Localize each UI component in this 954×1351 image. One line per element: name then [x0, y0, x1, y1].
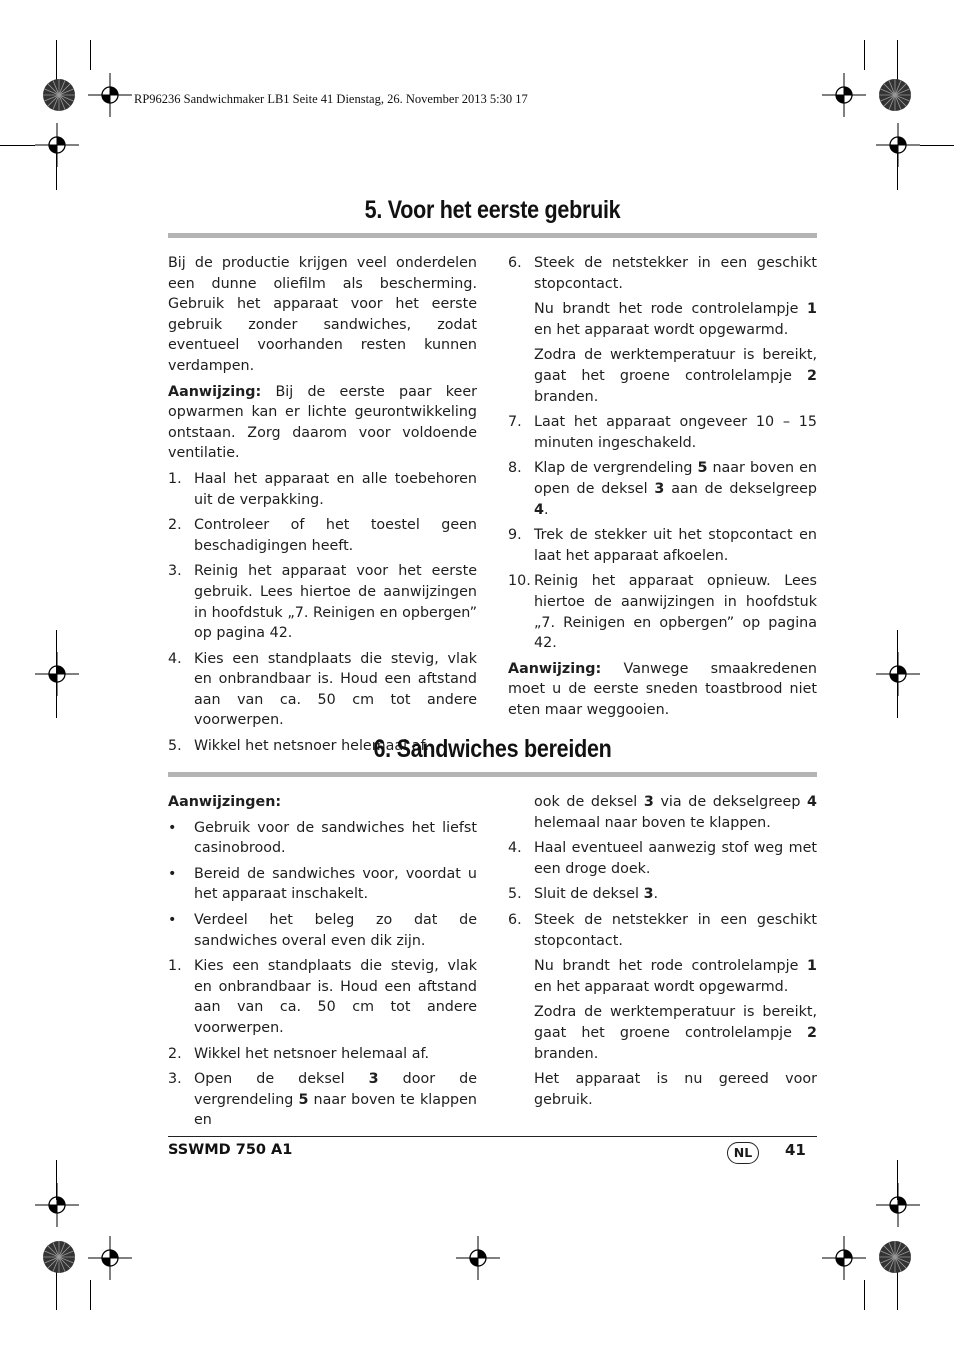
step-text: Steek de netstekker in een geschikt stopcontact. [534, 255, 817, 292]
step-detail: Nu brandt het rode controlelampje 1 en het apparaat wordt opgewarmd. [534, 958, 817, 995]
step-number: 1. [168, 470, 182, 487]
step-text: Reinig het apparaat opnieuw. Lees hiertoe de aanwijzingen in hoofdstuk „7. Reinigen en opbergen” op pagina 42. [534, 573, 817, 652]
registration-crosshair-icon [876, 1183, 920, 1227]
color-calibration-dial-icon [42, 1240, 76, 1274]
section-5-left-column [168, 253, 477, 762]
crop-mark [897, 1160, 898, 1200]
step-number: 2. [168, 1045, 182, 1062]
step-number: 9. [508, 527, 522, 544]
step-text: Sluit de deksel 3. [534, 886, 659, 903]
crop-mark [897, 40, 898, 80]
list-item [168, 649, 477, 731]
step-number: 2. [168, 517, 182, 534]
section-6-left-column [168, 792, 477, 1136]
crop-mark [897, 1270, 898, 1310]
step-number: 5. [508, 886, 522, 903]
crop-mark [56, 150, 57, 190]
registration-crosshair-icon [822, 73, 866, 117]
crop-mark [0, 145, 35, 146]
step-number: 5. [168, 738, 182, 755]
step-detail: Zodra de werktemperatuur is bereikt, gaat het groene controlelampje 2 branden. [534, 347, 817, 405]
registration-crosshair-icon [35, 652, 79, 696]
step-number: 4. [168, 650, 182, 667]
registration-crosshair-icon [876, 123, 920, 167]
list-item [508, 838, 817, 879]
bullet-item [168, 864, 477, 905]
step-detail: Het apparaat is nu gereed voor gebruik. [534, 1071, 817, 1108]
notes-heading: Aanwijzingen: [168, 794, 282, 810]
note-label: Aanwijzing: [168, 383, 262, 400]
crop-mark [897, 630, 898, 718]
step-text: Laat het apparaat ongeveer 10 – 15 minuten ingeschakeld. [534, 414, 817, 451]
step-detail: Zodra de werktemperatuur is bereikt, gaat het groene controlelampje 2 branden. [534, 1004, 817, 1062]
step-number: 3. [168, 1071, 182, 1088]
list-item [168, 1069, 477, 1131]
list-item [508, 910, 817, 951]
crop-mark [56, 1270, 57, 1310]
bullet-item [168, 910, 477, 951]
color-calibration-dial-icon [42, 78, 76, 112]
crop-mark [864, 40, 865, 70]
note-text: Bij de eerste paar keer opwarmen kan er lichte geurontwikkeling ontstaan. Zorg daarom voor voldoende ventilatie. [168, 383, 477, 462]
crop-mark [90, 1280, 91, 1310]
note-text: Vanwege smaakredenen moet u de eerste sneden toastbrood niet eten maar weggooien. [508, 660, 817, 718]
list-item [508, 525, 817, 566]
list-item [168, 515, 477, 556]
step-number: 6. [508, 911, 522, 928]
bullet-item [168, 818, 477, 859]
bullet-icon: • [168, 865, 177, 882]
heading-rule [168, 233, 817, 238]
bullet-text: Gebruik voor de sandwiches het liefst casinobrood. [194, 819, 477, 857]
language-badge: NL [727, 1142, 759, 1164]
bullet-icon: • [168, 819, 177, 836]
list-item [508, 412, 817, 453]
section-6-right-column [508, 792, 817, 1115]
crop-mark [56, 40, 57, 80]
step-text: Haal het apparaat en alle toebehoren uit de verpakking. [194, 470, 477, 508]
crop-mark [56, 630, 57, 718]
step-number: 10. [508, 573, 531, 590]
registration-crosshair-icon [35, 1183, 79, 1227]
bullet-icon: • [168, 911, 177, 928]
registration-crosshair-icon [35, 123, 79, 167]
print-production-info: RP96236 Sandwichmaker LB1 Seite 41 Dienstag, 26. November 2013 5:30 17 [134, 92, 528, 106]
list-item [508, 571, 817, 653]
footer-rule [168, 1136, 817, 1137]
step-text: Kies een standplaats die stevig, vlak en onbrandbaar is. Houd een aftstand aan van ca. 50 cm tot andere voorwerpen. [194, 650, 477, 729]
step-detail: Nu brandt het rode controlelampje 1 en het apparaat wordt opgewarmd. [534, 301, 817, 338]
step-number: 8. [508, 460, 522, 477]
step-text: Steek de netstekker in een geschikt stopcontact. [534, 911, 817, 949]
registration-crosshair-icon [456, 1236, 500, 1280]
list-item [508, 458, 817, 520]
step-text: Open de deksel 3 door de vergrendeling 5 naar boven te klappen en [194, 1071, 477, 1129]
step-number: 1. [168, 958, 182, 975]
step-text: Klap de vergrendeling 5 naar boven en open de deksel 3 aan de dekselgreep 4. [534, 460, 817, 518]
step-number: 4. [508, 840, 522, 857]
page-number: 41 [785, 1141, 806, 1159]
registration-crosshair-icon [88, 73, 132, 117]
note-paragraph [168, 382, 477, 464]
color-calibration-dial-icon [878, 1240, 912, 1274]
step-number: 3. [168, 563, 182, 580]
note-paragraph [508, 659, 817, 721]
bullet-text: Bereid de sandwiches voor, voordat u het apparaat inschakelt. [194, 865, 477, 903]
crop-mark [56, 1160, 57, 1200]
footer-model-number: SSWMD 750 A1 [168, 1142, 293, 1158]
step-number: 6. [508, 255, 522, 271]
list-item [508, 884, 817, 905]
registration-crosshair-icon [88, 1236, 132, 1280]
step-text: Controleer of het toestel geen beschadigingen heeft. [194, 517, 477, 554]
crop-mark [90, 40, 91, 70]
registration-crosshair-icon [876, 652, 920, 696]
section-5-right-column [508, 253, 817, 725]
list-item [168, 469, 477, 510]
list-item [168, 1044, 477, 1065]
step-number: 7. [508, 414, 522, 431]
crop-mark [864, 1280, 865, 1310]
step-text: Trek de stekker uit het stopcontact en laat het apparaat afkoelen. [534, 527, 817, 564]
list-item [168, 561, 477, 643]
bullet-text: Verdeel het beleg zo dat de sandwiches overal even dik zijn. [194, 911, 477, 949]
step-text: Wikkel het netsnoer helemaal af. [194, 738, 429, 755]
registration-crosshair-icon [822, 1236, 866, 1280]
list-item [508, 253, 817, 294]
note-label: Aanwijzing: [508, 660, 602, 677]
color-calibration-dial-icon [878, 78, 912, 112]
step-text: Reinig het apparaat voor het eerste gebruik. Lees hiertoe de aanwijzingen in hoofdstuk „7. Reinigen en opbergen” op pagina 42. [194, 563, 477, 642]
crop-mark [897, 150, 898, 190]
section-5-heading: 5. Voor het eerste gebruik [364, 196, 621, 224]
step-text: Wikkel het netsnoer helemaal af. [194, 1045, 429, 1062]
intro-paragraph: Bij de productie krijgen veel onderdelen een dunne oliefilm als bescherming. Gebruik het apparaat voor het eerste gebruik zonder sandwiches, zodat eventueel voorhanden resten kunnen verdampen. [168, 255, 477, 374]
step-continuation: ook de deksel 3 via de dekselgreep 4 helemaal naar boven te klappen. [534, 794, 817, 831]
section-6-heading: 6. Sandwiches bereiden [373, 735, 612, 763]
list-item [168, 956, 477, 1038]
step-text: Kies een standplaats die stevig, vlak en onbrandbaar is. Houd een aftstand aan van ca. 50 cm tot andere voorwerpen. [194, 958, 477, 1036]
step-text: Haal eventueel aanwezig stof weg met een droge doek. [534, 840, 817, 877]
crop-mark [920, 145, 954, 146]
heading-rule [168, 772, 817, 777]
